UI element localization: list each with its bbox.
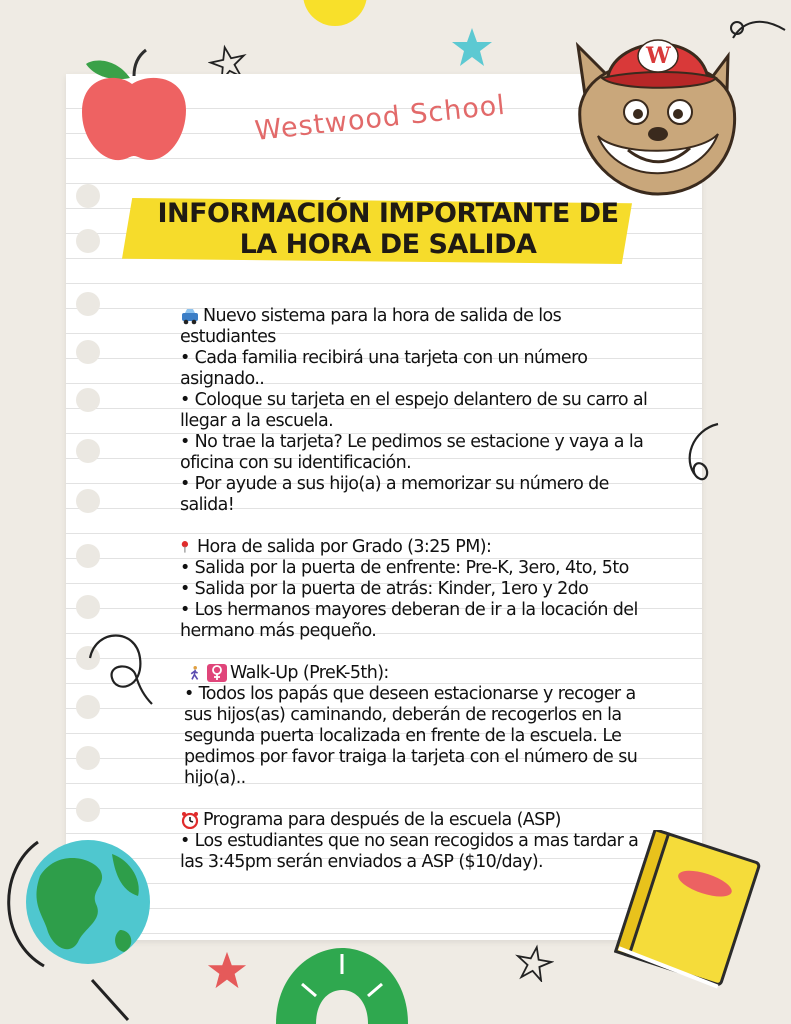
section-dismissal-by-grade (180, 537, 650, 642)
list-item: • No trae la tarjeta? Le pedimos se estacione y vaya a la oficina con su identificación. (180, 432, 644, 473)
announcement-content (180, 306, 650, 894)
walking-person-icon (188, 664, 204, 682)
sun-icon (300, 0, 370, 32)
binder-hole (76, 544, 100, 568)
pin-icon (180, 538, 194, 556)
section-heading-text: Programa para después de la escuela (ASP) (203, 810, 561, 830)
apple-icon (76, 46, 188, 166)
title-line-1: INFORMACIÓN IMPORTANTE DE (157, 198, 619, 229)
binder-hole (76, 746, 100, 770)
section-heading (180, 306, 650, 348)
binder-hole (76, 489, 100, 513)
swirl-left-icon (86, 618, 156, 708)
female-sign-icon (207, 664, 227, 682)
binder-hole (76, 595, 100, 619)
binder-hole (76, 292, 100, 316)
school-name: Westwood School (253, 89, 508, 147)
mascot-cap-letter: W (646, 43, 671, 69)
book-icon (614, 830, 764, 990)
section-heading (188, 663, 650, 684)
binder-hole (76, 340, 100, 364)
list-item: • Los hermanos mayores deberan de ir a la locación del hermano más pequeño. (180, 600, 638, 641)
protractor-icon (272, 944, 412, 1024)
list-item: • Salida por la puerta de atrás: Kinder, 1ero y 2do (180, 579, 589, 599)
section-heading (180, 537, 650, 558)
star-outline-bottom-icon (514, 944, 554, 982)
alarm-clock-icon (180, 811, 200, 829)
section-after-school-program (180, 810, 650, 873)
star-red-icon (206, 950, 248, 992)
curl-icon (682, 420, 722, 490)
page-title (136, 198, 640, 260)
binder-hole (76, 798, 100, 822)
binder-hole (76, 229, 100, 253)
title-line-2: LA HORA DE SALIDA (239, 229, 537, 260)
list-item: • Salida por la puerta de enfrente: Pre-K, 3ero, 4to, 5to (180, 558, 629, 578)
globe-icon (0, 820, 170, 1024)
section-heading-text: Hora de salida por Grado (3:25 PM): (197, 537, 492, 557)
list-item: • Todos los papás que deseen estacionarse y recoger a sus hijos(as) caminando, deberán de recogerlos en la segunda puerta localizada en frente de la escuela. Le pedimos por favor traiga la tarjeta con el número de su hijo(a).. (184, 684, 638, 788)
list-item: • Coloque su tarjeta en el espejo delantero de su carro al llegar a la escuela. (180, 390, 648, 431)
binder-hole (76, 184, 100, 208)
section-heading-text: Nuevo sistema para la hora de salida de los estudiantes (180, 306, 562, 347)
section-walk-up (180, 663, 650, 789)
section-dismissal-system (180, 306, 650, 516)
list-item: • Por ayude a sus hijo(a) a memorizar su número de salida! (180, 474, 609, 515)
list-item: • Cada familia recibirá una tarjeta con un número asignado.. (180, 348, 588, 389)
section-heading (180, 810, 650, 831)
binder-hole (76, 439, 100, 463)
section-heading-text: Walk-Up (PreK-5th): (230, 663, 389, 683)
car-icon (180, 307, 200, 325)
list-item: • Los estudiantes que no sean recogidos a mas tardar a las 3:45pm serán enviados a ASP ($10/day). (180, 831, 639, 872)
binder-hole (76, 388, 100, 412)
star-teal-icon (450, 26, 494, 70)
